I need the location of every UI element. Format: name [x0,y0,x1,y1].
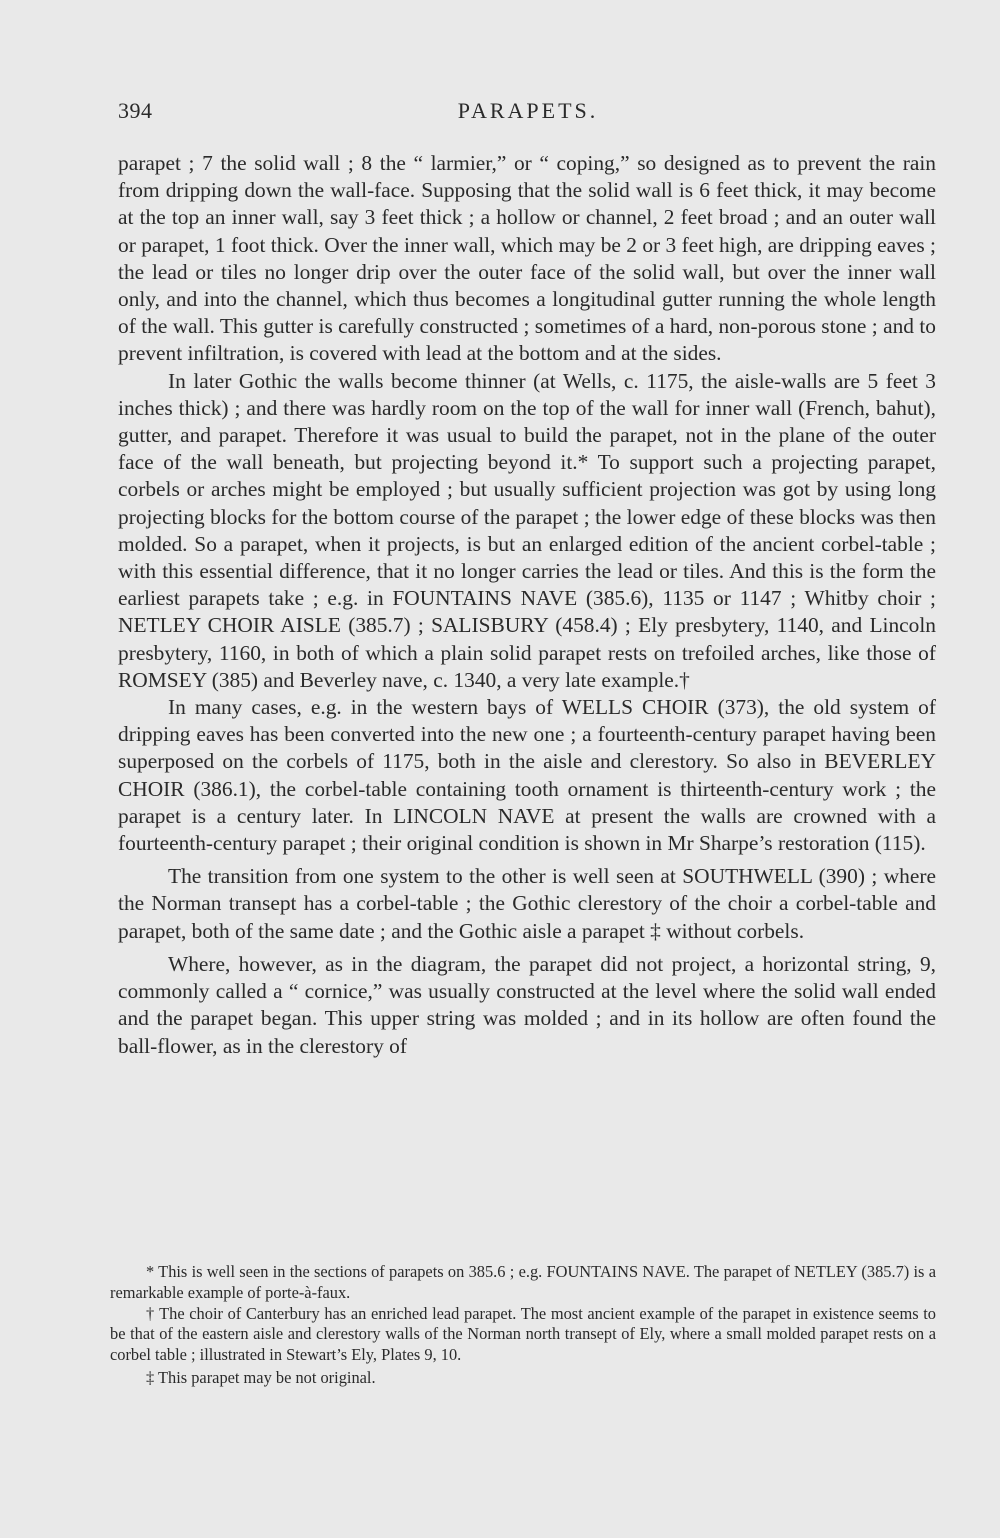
body-paragraph: parapet ; 7 the solid wall ; 8 the “ larmier,” or “ coping,” so designed as to prevent the rain from dripping down the wall-face. Supposing that the solid wall is 6 feet thick, it may become at the top an inner wall, say 3 feet thick ; a hollow or channel, 2 feet broad ; and an outer wall or parapet, 1 foot thick. Over the inner wall, which may be 2 or 3 feet high, are dripping eaves ; the lead or tiles no longer drip over the outer face of the solid wall, but over the inner wall only, and into the channel, which thus becomes a longitudinal gutter running the whole length of the wall. This gutter is carefully constructed ; sometimes of a hard, non-porous stone ; and to prevent infiltration, is covered with lead at the bottom and at the sides. [118,151,936,366]
footnote: † The choir of Canterbury has an enriched lead parapet. The most ancient example of the parapet in existence seems to be that of the eastern aisle and clerestory walls of the Norman north transept of Ely, where a small molded parapet rests on a corbel table ; illustrated in Stewart’s Ely, Plates 9, 10. [110,1303,936,1365]
page-header [118,98,938,132]
page-number: 394 [118,98,153,123]
body-paragraph: Where, however, as in the diagram, the parapet did not project, a horizontal string, 9, commonly called a “ cornice,” was usually constructed at the level where the solid wall ended and the parapet began. This upper string was molded ; and in its hollow are often found the ball-flower, as in the clerestory of [118,951,936,1058]
footnote: ‡ This parapet may be not original. [146,1367,376,1387]
footnotes [110,1262,936,1389]
body-text [118,150,936,1060]
body-paragraph: In later Gothic the walls become thinner (at Wells, c. 1175, the aisle-walls are 5 feet 3 inches thick) ; and there was hardly room on the top of the wall for inner wall (French, bahut), gutter, and parapet. Therefore it was usual to build the parapet, not in the plane of the outer face of the wall beneath, but projecting beyond it.* To support such a projecting parapet, corbels or arches might be employed ; but usually sufficient projection was got by using long projecting blocks for the bottom course of the parapet ; the lower edge of these blocks was then molded. So a parapet, when it projects, is but an enlarged edition of the ancient corbel-table ; with this essential difference, that it no longer carries the lead or tiles. And this is the form the earliest parapets take ; e.g. in FOUNTAINS NAVE (385.6), 1135 or 1147 ; Whitby choir ; NETLEY CHOIR AISLE (385.7) ; SALISBURY (458.4) ; Ely presbytery, 1140, and Lincoln presbytery, 1160, in both of which a plain solid parapet rests on trefoiled arches, like those of ROMSEY (385) and Beverley nave, c. 1340, a very late example.† [118,368,936,692]
running-title: PARAPETS. [457,98,599,123]
body-paragraph: The transition from one system to the other is well seen at SOUTHWELL (390) ; where the Norman transept has a corbel-table ; the Gothic clerestory of the choir a corbel-table and parapet, both of the same date ; and the Gothic aisle a parapet ‡ without corbels. [118,864,936,943]
body-paragraph: In many cases, e.g. in the western bays of WELLS CHOIR (373), the old system of dripping eaves has been converted into the new one ; a fourteenth-century parapet having been superposed on the corbels of 1175, both in the aisle and clerestory. So also in BEVERLEY CHOIR (386.1), the corbel-table containing tooth ornament is thirteenth-century work ; the parapet is a century later. In LINCOLN NAVE at present the walls are crowned with a fourteenth-century parapet ; their original condition is shown in Mr Sharpe’s restoration (115). [118,695,936,856]
footnote: * This is well seen in the sections of parapets on 385.6 ; e.g. FOUNTAINS NAVE. The parapet of NETLEY (385.7) is a remarkable example of porte-à-faux. [110,1262,936,1302]
